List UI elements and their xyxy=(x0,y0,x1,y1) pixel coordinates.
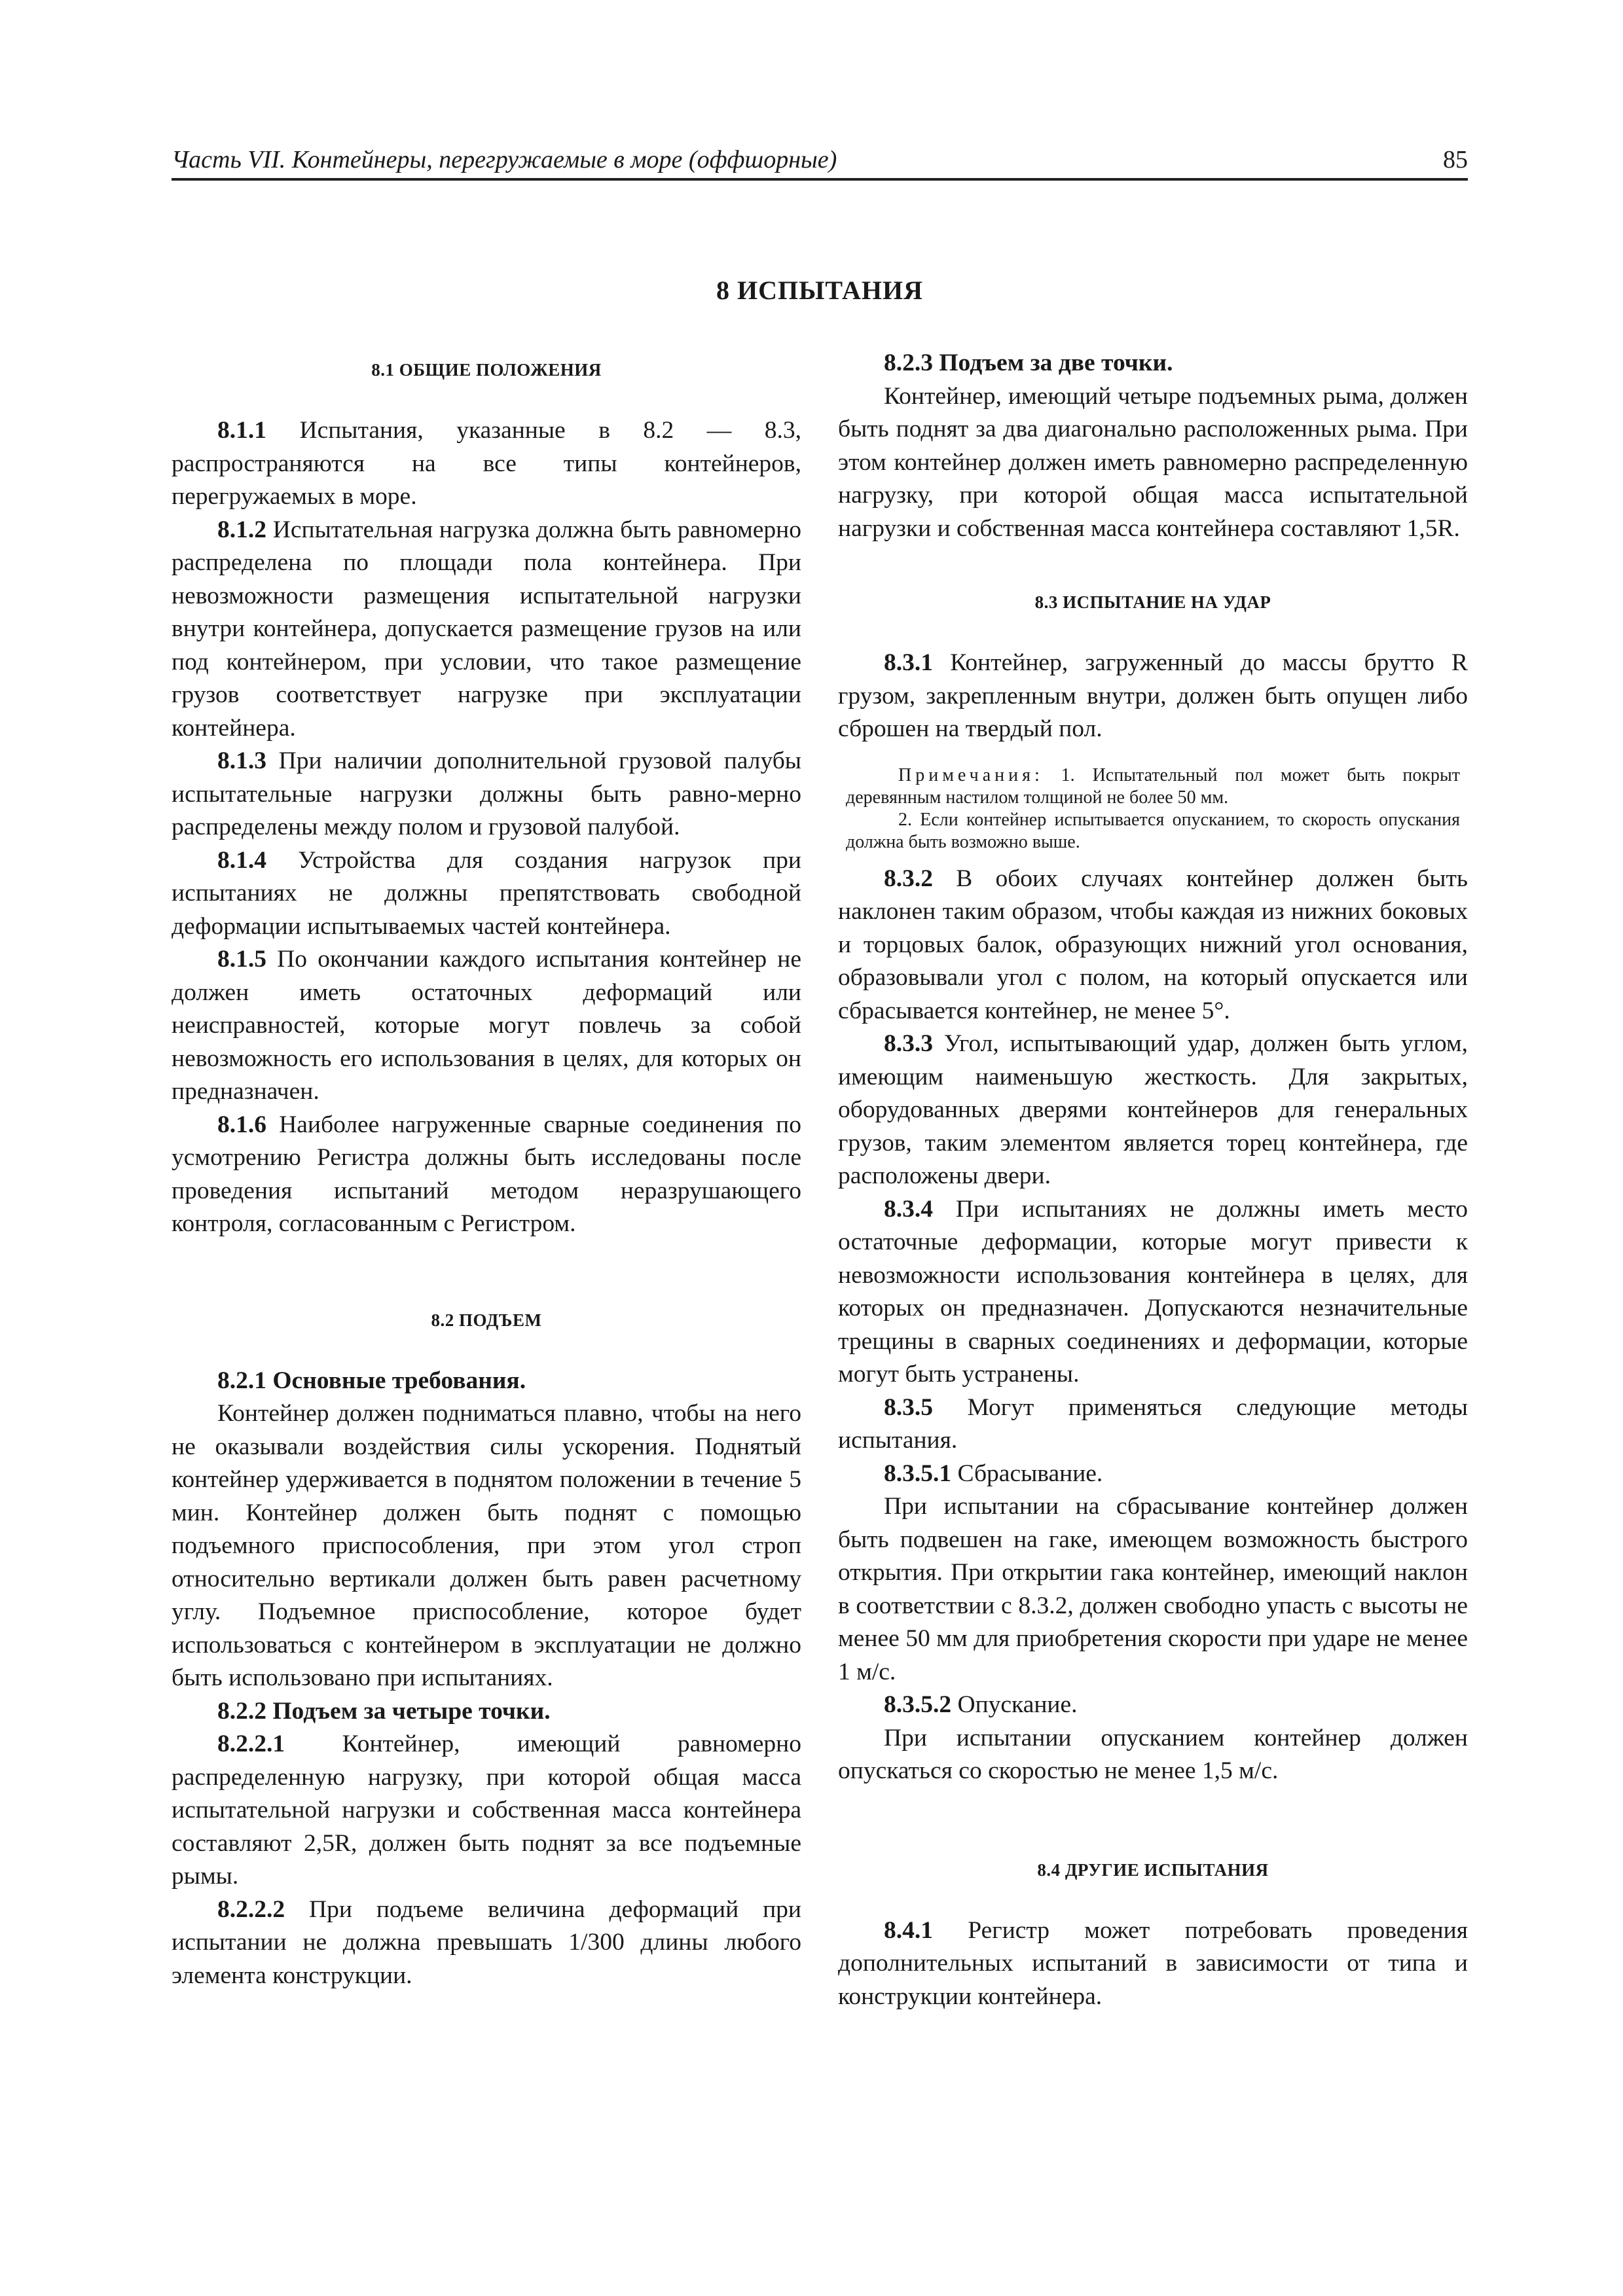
clause-number: 8.3.3 xyxy=(884,1030,933,1057)
paragraph-text: Контейнер, загруженный до массы брутто R грузом, закрепленным внутри, должен быть опущен либо сброшен на твердый пол. xyxy=(838,649,1468,742)
clause-number: 8.1.1 xyxy=(217,417,266,444)
paragraph-8-1-4 xyxy=(172,844,801,944)
section-heading-8-2: 8.2 ПОДЪЕМ xyxy=(431,1310,542,1330)
paragraph-8-3-3 xyxy=(838,1028,1468,1193)
clause-number: 8.3.2 xyxy=(884,865,933,892)
clause-number: 8.3.4 xyxy=(884,1195,933,1223)
chapter-title: 8 ИСПЫТАНИЯ xyxy=(716,276,924,305)
clause-number: 8.3.5.1 xyxy=(884,1460,952,1487)
paragraph-8-1-5 xyxy=(172,943,801,1109)
paragraph-8-3-4 xyxy=(838,1193,1468,1391)
clause-number: 8.3.5.2 xyxy=(884,1691,952,1718)
paragraph-text: Испытательная нагрузка должна быть равномерно распределена по площади пола контейнера. При невозможности размещения испытательной нагрузки внутри контейнера, допускается размещение грузов на или под контейнером, при условии, что такое размещение грузов соответствует нагрузке при эксплуатации контейнера. xyxy=(172,516,801,742)
paragraph-text: Наиболее нагруженные сварные соединения по усмотрению Регистра должны быть исследованы после проведения испытаний методом неразрушающего контроля, согласованным с Регистром. xyxy=(172,1111,801,1237)
paragraph-8-4-1 xyxy=(838,1914,1468,2014)
paragraph-8-2-1: Контейнер должен подниматься плавно, чтобы на него не оказывали воздействия силы ускорения. Поднятый контейнер удерживается в поднятом положении в течение 5 мин. Контейнер должен быть поднят с помощью подъемного приспособления, при этом угол строп относительно вертикали должен быть равен расчетному углу. Подъемное приспособление, которое будет использоваться с контейнером в эксплуатации не должно быть использовано при испытаниях. xyxy=(172,1400,801,1691)
note-2: 2. Если контейнер испытывается опусканием, то скорость опускания должна быть возможно выше. xyxy=(846,809,1460,852)
paragraph-text: При испытаниях не должны иметь место остаточные деформации, которые могут привести к невозможности использования контейнера в целях, для которых он предназначен. Допускаются незначительные трещины в сварных соединениях и деформации, которые могут быть устранены. xyxy=(838,1195,1468,1388)
clause-number: 8.3.1 xyxy=(884,649,933,676)
left-column xyxy=(172,347,801,1992)
note-1 xyxy=(846,764,1460,809)
paragraph-text: По окончании каждого испытания контейнер не должен иметь остаточных деформаций или неисправностей, которые могут повлечь за собой невозможность его использования в целях, для которых он предназначен. xyxy=(172,946,801,1105)
right-column xyxy=(838,347,1468,2013)
page-number: 85 xyxy=(1443,146,1468,173)
paragraph-text: В обоих случаях контейнер должен быть наклонен таким образом, чтобы каждая из нижних боковых и торцовых балок, образующих нижний угол основания, образовывали угол с полом, на который опускается или сбрасывается контейнер, не менее 5°. xyxy=(838,865,1468,1024)
paragraph-8-1-2 xyxy=(172,514,801,745)
note-label: Примечания: xyxy=(898,764,1044,785)
clause-number: 8.4.1 xyxy=(884,1916,933,1944)
subheading-8-2-1: 8.2.1 Основные требования. xyxy=(217,1367,526,1394)
paragraph-text: Устройства для создания нагрузок при испытаниях не должны препятствовать свободной деформации испытываемых частей контейнера. xyxy=(172,846,801,940)
paragraph-8-2-2-2 xyxy=(172,1893,801,1993)
subheading-8-2-2: 8.2.2 Подъем за четыре точки. xyxy=(217,1697,551,1725)
paragraph-8-3-5-2: При испытании опусканием контейнер должен опускаться со скоростью не менее 1,5 м/с. xyxy=(838,1724,1468,1784)
paragraph-text: Регистр может потребовать проведения дополнительных испытаний в зависимости от типа и конструкции контейнера. xyxy=(838,1916,1468,2010)
clause-number: 8.3.5 xyxy=(884,1393,933,1421)
paragraph-text: Могут применяться следующие методы испытания. xyxy=(838,1393,1468,1454)
clause-number: 8.1.2 xyxy=(217,516,266,543)
paragraph-8-1-6 xyxy=(172,1109,801,1241)
clause-number: 8.1.3 xyxy=(217,747,266,774)
paragraph-8-3-5-1: При испытании на сбрасывание контейнер должен быть подвешен на гаке, имеющем возможность быстрого открытия. При открытии гака контейнер, имеющий наклон в соответствии с 8.3.2, должен свободно упасть с высоты не менее 50 мм для приобретения скорости при ударе не менее 1 м/с. xyxy=(838,1493,1468,1685)
paragraph-8-1-3 xyxy=(172,745,801,844)
clause-number: 8.2.2.2 xyxy=(217,1895,285,1923)
subheading-8-2-3: 8.2.3 Подъем за две точки. xyxy=(884,350,1173,376)
clause-number: 8.1.6 xyxy=(217,1111,266,1138)
clause-number: 8.2.2.1 xyxy=(217,1731,285,1757)
paragraph-8-1-1 xyxy=(172,414,801,514)
subheading-8-3-5-2 xyxy=(838,1689,1468,1722)
paragraph-8-3-2 xyxy=(838,863,1468,1028)
clause-number: 8.1.4 xyxy=(217,846,266,874)
subheading-text: Сбрасывание. xyxy=(951,1460,1103,1487)
subheading-8-3-5-1 xyxy=(838,1458,1468,1491)
paragraph-text: При наличии дополнительной грузовой палубы испытательные нагрузки должны быть равно-мерно распределены между полом и грузовой палубой. xyxy=(172,747,801,840)
page-header xyxy=(172,139,1468,181)
section-heading-8-3: 8.3 ИСПЫТАНИЕ НА УДАР xyxy=(1034,592,1271,612)
paragraph-text: Контейнер, имеющий равномерно распределенную нагрузку, при которой общая масса испытательной нагрузки и собственная масса контейнера составляют 2,5R, должен быть поднят за все подъемные рымы. xyxy=(172,1731,801,1890)
paragraph-8-3-5 xyxy=(838,1391,1468,1458)
paragraph-8-3-1 xyxy=(838,647,1468,746)
paragraph-text: При подъеме величина деформаций при испытании не должна превышать 1/300 длины любого элемента конструкции. xyxy=(172,1895,801,1989)
paragraph-text: Испытания, указанные в 8.2 — 8.3, распространяются на все типы контейнеров, перегружаемых в море. xyxy=(172,417,801,510)
subheading-text: Опускание. xyxy=(951,1691,1078,1718)
section-heading-8-1: 8.1 ОБЩИЕ ПОЛОЖЕНИЯ xyxy=(371,360,602,380)
paragraph-8-2-2-1 xyxy=(172,1728,801,1893)
clause-number: 8.1.5 xyxy=(217,946,266,973)
paragraph-8-2-3: Контейнер, имеющий четыре подъемных рыма, должен быть поднят за два диагонально расположенных рыма. При этом контейнер должен иметь равномерно распределенную нагрузку, при которой общая масса испытательной нагрузки и собственная масса контейнера составляют 1,5R. xyxy=(838,382,1468,542)
running-title: Часть VII. Контейнеры, перегружаемые в море (оффшорные) xyxy=(172,146,837,173)
paragraph-text: Угол, испытывающий удар, должен быть углом, имеющим наименьшую жесткость. Для закрытых, оборудованных дверями контейнеров для генеральных грузов, таким элементом является торец контейнера, где расположены двери. xyxy=(838,1030,1468,1189)
note-text: 1. Испытательный пол может быть покрыт деревянным настилом толщиной не более 50 мм. xyxy=(846,764,1460,808)
section-heading-8-4: 8.4 ДРУГИЕ ИСПЫТАНИЯ xyxy=(1037,1859,1269,1880)
